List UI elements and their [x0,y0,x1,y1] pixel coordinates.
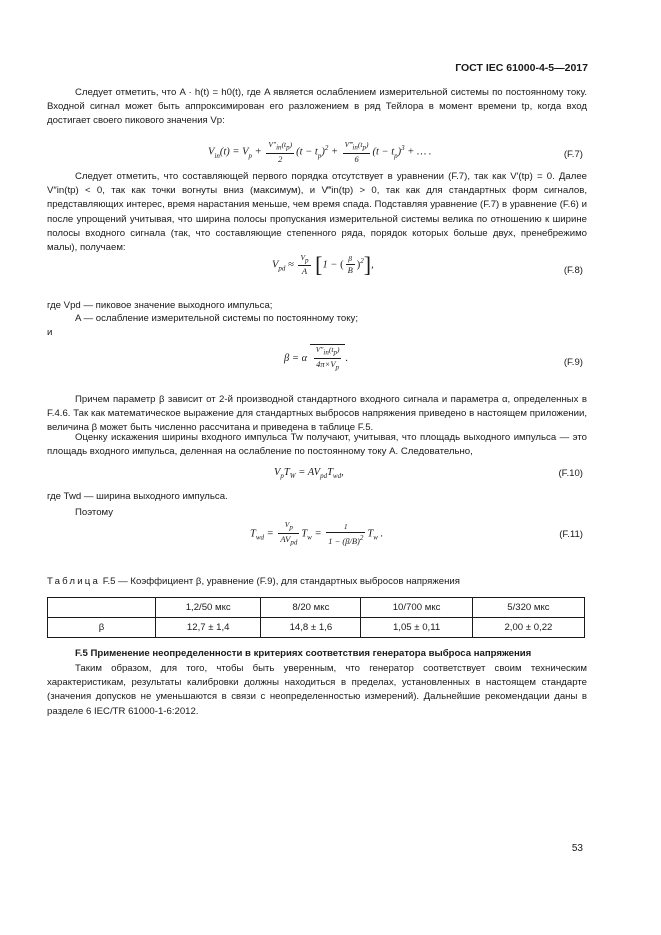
paragraph-beta [47,393,587,436]
table-caption-prefix: Таблица [47,576,101,587]
equation-f10: $V_pT_W = AV_{pd}T_{wd}$, [274,467,344,481]
equation-number-f7: (F.7) [563,149,583,160]
paragraph-width [47,431,587,459]
paragraph-text: Следует отметить, что A · h(t) = h0(t), где A является ослаблением измерительной системы по постоянному току. Входной сигнал может быть аппроксимирован его разложением в ряд Тейлора в момент времени tp, когда вход достигает своего пикового значения Vp: [47,87,587,127]
definition-twd: где Twd — ширина выходного импульса. [47,491,228,502]
table-header-cell: 1,2/50 мкс [156,598,261,618]
paragraph-intro [47,86,587,129]
equation-f7: $V_{in}(t) = V_p$ + $\frac{V''_{in}(t_p)}{2}$ $(t - t_p)^2$ + $\frac{V‴_{in}(t_p)}{6}$ $(t - t_p)^3$ + … . [208,140,432,164]
paragraph-text: Оценку искажения ширины входного импульса Tw получают, учитывая, что площадь выходного импульса — это площадь входного импульса, деленная на ослабление по постоянному току A. Следовательно, [47,432,587,458]
table-row-label: β [48,618,156,638]
equation-number-f10: (F.10) [558,468,583,479]
equation-f8: $V_{pd}$ ≈ $\frac{V_p}{A}$ [1 − ( $\frac{\beta}{B}$ )$^2$], [272,252,374,277]
paragraph-text: Следует отметить, что составляющей первого порядка отсутствует в уравнении (F.7), так как V′(tp) = 0. Далее V″in(tp) < 0, так как точки вогнуты вниз (максимум), и V‴in(tp) > 0, так как для стандартных форм сигналов, представляющих интерес, время нарастания меньше, чем время спада. Подставляя уравнение (F.7) в уравнение (F.6) и после упрощений учитывая, что ширина полосы пропускания измерительной системы велика по отношению к ширине полосы входного сигнала (так, что составляющие степенного ряда, порядок которых больше двух, пренебрежимо малы), получаем: [47,171,587,254]
section-heading: F.5 Применение неопределенности в критериях соответствия генератора выброса напряжения [75,648,532,659]
equation-f9: β = α $\frac{V''_{in}(t_p)}{4\pi\times V_p}$ . [284,345,349,372]
table-header-cell: 5/320 мкс [472,598,584,618]
definition-a: A — ослабление измерительной системы по постоянному току; [75,313,359,324]
table-header-cell: 10/700 мкс [361,598,473,618]
paragraph-text: Причем параметр β зависит от 2-й производной стандартного входного сигнала и параметра α, определенных в F.4.6. Так как математическое выражение для стандартных выбросов напряжения приведено в настоящем приложении, величина β может быть численно рассчитана и приведена в таблице F.5. [47,394,587,434]
paragraph-text: Таким образом, для того, чтобы быть уверенным, что генератор соответствует своим техническим характеристикам, результаты калибровки должны находиться в пределах, установленных в настоящем стандарте (значения допусков не уменьшаются в связи с неопределенностью измерений). Дальнейшие рекомендации даны в разделе 6 IEC/TR 61000-1-6:2012. [47,663,587,717]
table-header-row [48,598,585,618]
conjunction-and: и [47,327,53,338]
table-caption [47,576,460,587]
equation-number-f8: (F.8) [563,265,583,276]
document-header: ГОСТ IEC 61000-4-5—2017 [455,62,588,74]
definition-vpd: где Vpd — пиковое значение выходного импульса; [47,300,273,311]
table-cell: 2,00 ± 0,22 [472,618,584,638]
table-header-cell: 8/20 мкс [261,598,361,618]
paragraph-conclusion [47,662,587,719]
table-row [48,618,585,638]
paragraph-derivation [47,170,587,255]
beta-coefficient-table [47,597,585,638]
page-number: 53 [571,843,583,854]
table-caption-text: F.5 — Коэффициент β, уравнение (F.9), для стандартных выбросов напряжения [102,576,460,587]
table-cell: 12,7 ± 1,4 [156,618,261,638]
table-cell: 14,8 ± 1,6 [261,618,361,638]
equation-number-f11: (F.11) [559,529,583,540]
equation-number-f9: (F.9) [563,357,583,368]
equation-f11: $T_{wd}$ = $\frac{V_p}{AV_{pd}}$ $T_w$ = $\frac{1}{1 - (\beta/B)^2}$ $T_w$ . [250,520,384,547]
table-cell: 1,05 ± 0,11 [361,618,473,638]
table-header-cell [48,598,156,618]
conjunction-therefore: Поэтому [75,507,114,518]
